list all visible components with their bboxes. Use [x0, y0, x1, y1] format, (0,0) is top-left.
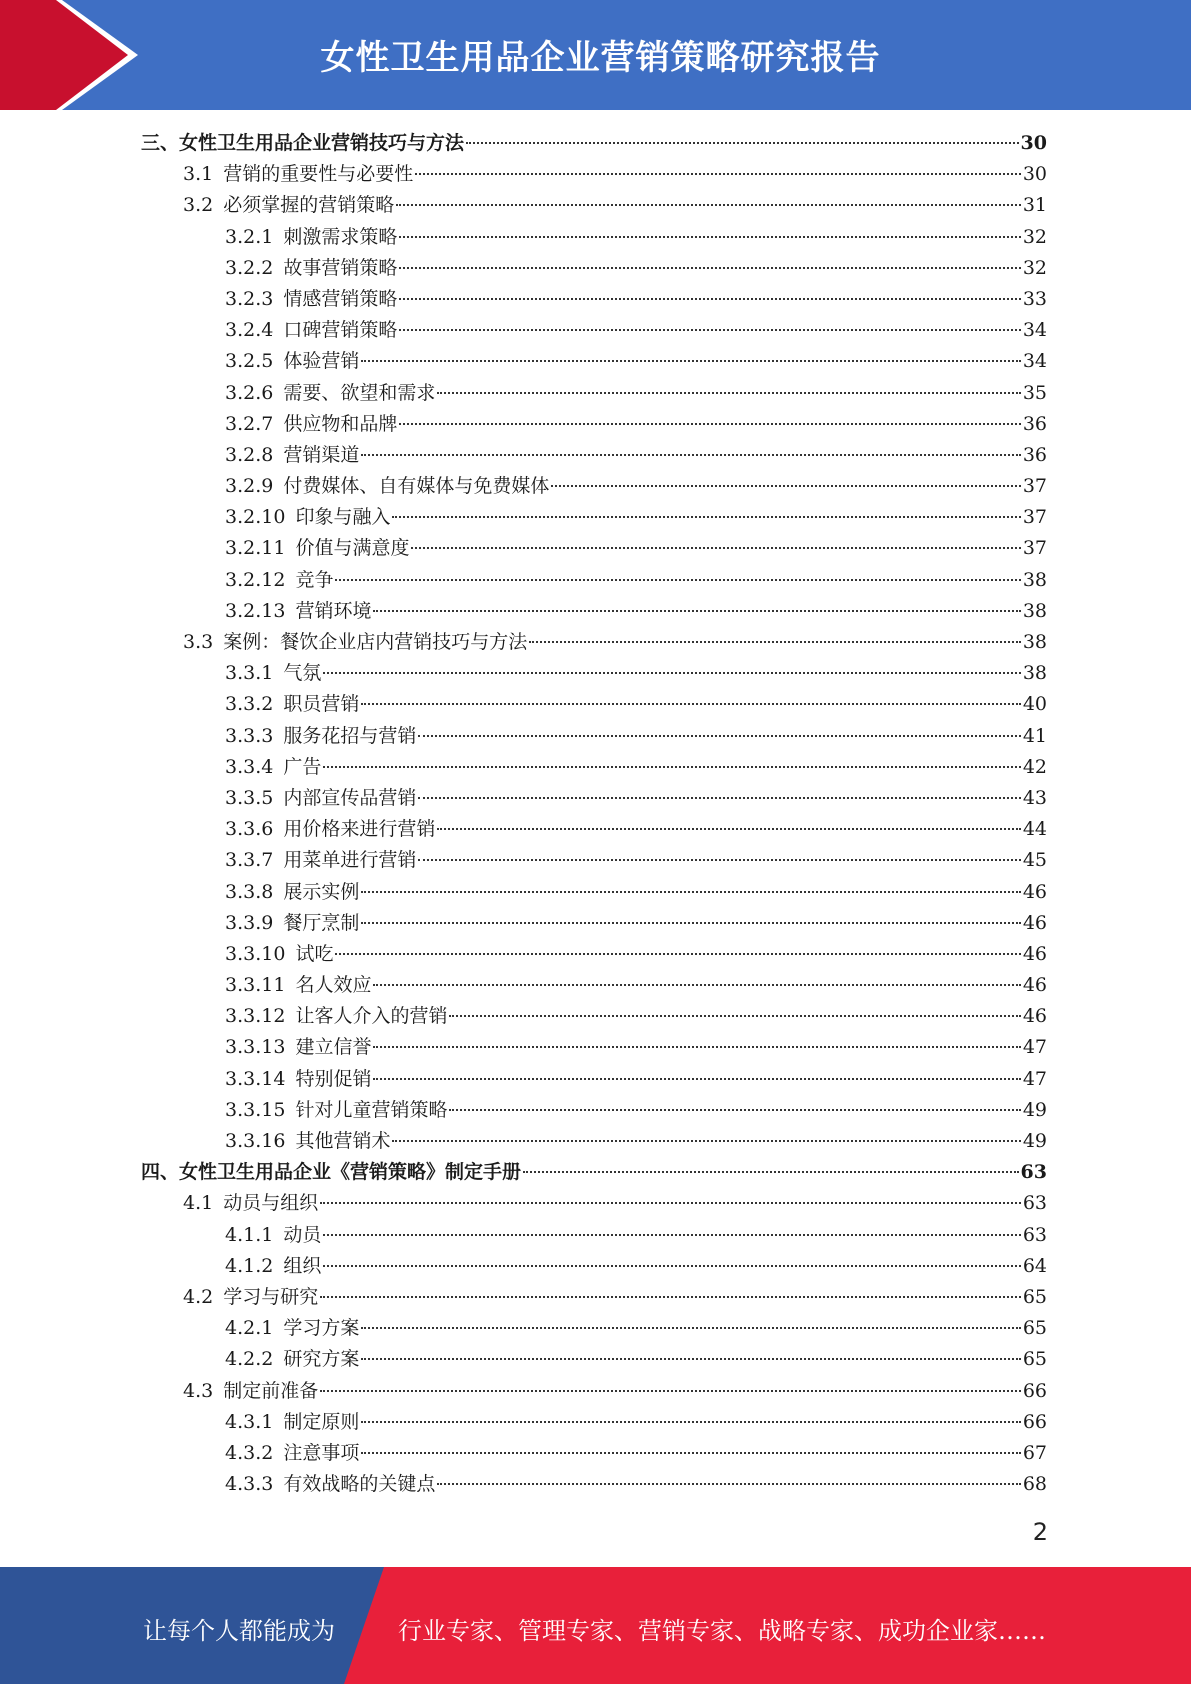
toc-entry-title: 营销的重要性与必要性 [223, 163, 414, 186]
toc-entry-page: 38 [1022, 599, 1047, 622]
toc-entry-page: 44 [1022, 818, 1047, 841]
toc-leader-dots [418, 796, 1020, 799]
toc-entry-title: 气氛 [283, 662, 322, 685]
toc-entry-title: 广告 [283, 755, 322, 778]
toc-entry[interactable] [141, 1407, 1047, 1438]
toc-entry-title: 用价格来进行营销 [283, 818, 436, 841]
toc-entry[interactable] [141, 222, 1047, 253]
toc-entry-title: 让客人介入的营销 [295, 1005, 448, 1028]
toc-leader-dots [335, 578, 1020, 581]
toc-entry-page: 49 [1022, 1130, 1047, 1152]
toc-entry-number: 3.3.1 [225, 662, 274, 685]
toc-leader-dots [437, 827, 1020, 830]
toc-entry-number: 4.1 [183, 1192, 214, 1215]
toc-leader-dots [361, 921, 1020, 924]
toc-entry-number: 3.3.10 [225, 942, 286, 965]
report-title: 女性卫生用品企业营销策略研究报告 [320, 38, 881, 78]
toc-entry[interactable] [141, 190, 1047, 221]
toc-entry-page: 38 [1022, 662, 1047, 685]
toc-entry-page: 32 [1022, 256, 1047, 279]
toc-entry-number: 3.2.8 [225, 443, 274, 466]
toc-entry[interactable] [141, 1313, 1047, 1344]
toc-entry[interactable] [141, 253, 1047, 284]
toc-entry[interactable] [141, 1095, 1047, 1126]
toc-leader-dots [399, 422, 1020, 425]
toc-entry-page: 45 [1022, 849, 1047, 872]
toc-entry-page: 63 [1022, 1192, 1047, 1215]
toc-entry-number: 3.2.4 [225, 319, 274, 342]
toc-entry-title: 需要、欲望和需求 [283, 381, 436, 404]
toc-entry-page: 49 [1022, 1098, 1047, 1121]
toc-leader-dots [361, 702, 1020, 705]
toc-entry-page: 36 [1022, 412, 1047, 435]
toc-entry-page: 46 [1022, 911, 1047, 934]
toc-entry-number: 3.3.12 [225, 1005, 286, 1028]
toc-entry-page: 46 [1022, 1005, 1047, 1028]
toc-entry-title: 女性卫生用品企业《营销策略》制定手册 [179, 1161, 522, 1184]
toc-entry[interactable] [141, 1469, 1047, 1500]
toc-entry-title: 内部宣传品营销 [283, 786, 417, 809]
toc-entry-number: 3.3.3 [225, 724, 274, 747]
page-header [0, 0, 1191, 110]
toc-leader-dots [399, 266, 1020, 269]
toc-entry-title: 动员 [283, 1223, 322, 1246]
toc-entry-title: 针对儿童营销策略 [295, 1098, 448, 1121]
toc-entry-number: 3.2.1 [225, 225, 274, 248]
toc-entry[interactable] [141, 752, 1047, 783]
toc-entry-number: 4.3 [183, 1379, 214, 1402]
footer-slogan-left: 让每个人都能成为 [143, 1617, 335, 1645]
toc-entry[interactable] [141, 440, 1047, 471]
toc-entry[interactable] [141, 627, 1047, 658]
toc-entry-number: 3.3.9 [225, 911, 274, 934]
toc-entry-page: 66 [1022, 1410, 1047, 1433]
toc-entry-number: 4.1.1 [225, 1223, 274, 1246]
toc-entry-page: 63 [1022, 1223, 1047, 1246]
toc-entry-page: 43 [1022, 786, 1047, 809]
toc-entry-title: 体验营销 [283, 350, 360, 373]
toc-entry-number: 3.3.11 [225, 974, 286, 997]
toc-entry-page: 46 [1022, 880, 1047, 903]
toc-leader-dots [361, 359, 1020, 362]
toc-entry[interactable] [141, 1126, 1047, 1157]
toc-entry-number: 3.3.8 [225, 880, 274, 903]
toc-entry-page: 38 [1022, 568, 1047, 591]
toc-leader-dots [361, 1451, 1020, 1454]
toc-leader-dots [361, 1357, 1020, 1360]
toc-entry[interactable] [141, 970, 1047, 1001]
toc-entry-number: 4.3.1 [225, 1410, 274, 1433]
toc-entry-title: 必须掌握的营销策略 [223, 194, 395, 217]
toc-entry[interactable] [141, 1188, 1047, 1219]
toc-entry-number: 3.3.2 [225, 693, 274, 716]
toc-entry-title: 价值与满意度 [295, 537, 410, 560]
toc-entry-page: 36 [1022, 443, 1047, 466]
toc-entry[interactable] [141, 502, 1047, 533]
toc-entry-page: 47 [1022, 1036, 1047, 1059]
toc-entry-page: 34 [1022, 350, 1047, 373]
toc-leader-dots [466, 141, 1019, 144]
toc-entry-page: 30 [1022, 163, 1047, 186]
toc-entry[interactable] [141, 471, 1047, 502]
toc-leader-dots [418, 858, 1020, 861]
toc-entry-title: 学习与研究 [223, 1285, 319, 1308]
toc-entry-page: 68 [1022, 1473, 1047, 1496]
toc-entry-title: 研究方案 [283, 1348, 360, 1371]
toc-entry-number: 4.2.1 [225, 1317, 274, 1340]
toc-entry-title: 竞争 [295, 568, 334, 591]
toc-leader-dots [449, 1014, 1020, 1017]
toc-entry-number: 4.2.2 [225, 1348, 274, 1371]
toc-leader-dots [361, 1420, 1020, 1423]
toc-entry-title: 动员与组织 [223, 1192, 319, 1215]
toc-entry[interactable] [141, 128, 1047, 159]
toc-entry-page: 40 [1022, 693, 1047, 716]
table-of-contents [141, 128, 1047, 1500]
toc-leader-dots [437, 391, 1020, 394]
toc-entry[interactable] [141, 1282, 1047, 1313]
toc-entry-title: 注意事项 [283, 1441, 360, 1464]
toc-leader-dots [399, 297, 1020, 300]
toc-entry-number: 3.1 [183, 163, 214, 186]
toc-entry-title: 试吃 [295, 942, 334, 965]
toc-leader-dots [320, 1389, 1021, 1392]
toc-leader-dots [320, 1295, 1021, 1298]
toc-leader-dots [323, 1264, 1020, 1267]
toc-entry[interactable] [141, 1344, 1047, 1375]
toc-entry-page: 46 [1022, 942, 1047, 965]
toc-entry-number: 3.2.12 [225, 568, 286, 591]
toc-entry-number: 3.2.10 [225, 506, 286, 529]
toc-leader-dots [449, 1108, 1020, 1111]
toc-entry-number: 4.3.2 [225, 1441, 274, 1464]
toc-entry-title: 制定原则 [283, 1410, 360, 1433]
toc-entry[interactable] [141, 783, 1047, 814]
toc-entry-number: 3.3.16 [225, 1130, 286, 1152]
toc-entry-title: 学习方案 [283, 1317, 360, 1340]
toc-leader-dots [392, 515, 1020, 518]
toc-entry-page: 35 [1022, 381, 1047, 404]
toc-entry-number: 4.3.3 [225, 1473, 274, 1496]
toc-entry-number: 4.2 [183, 1285, 214, 1308]
toc-leader-dots [361, 890, 1020, 893]
toc-leader-dots [323, 671, 1020, 674]
toc-entry[interactable] [141, 315, 1047, 346]
toc-entry-number: 3.2.11 [225, 537, 286, 560]
toc-entry-page: 64 [1022, 1254, 1047, 1277]
toc-entry-title: 组织 [283, 1254, 322, 1277]
toc-entry-page: 67 [1022, 1441, 1047, 1464]
toc-entry-page: 37 [1022, 537, 1047, 560]
toc-leader-dots [320, 1201, 1021, 1204]
toc-entry-title: 建立信誉 [295, 1036, 372, 1059]
toc-leader-dots [418, 734, 1020, 737]
toc-entry-title: 服务花招与营销 [283, 724, 417, 747]
toc-entry-title: 营销渠道 [283, 443, 360, 466]
toc-entry[interactable] [141, 721, 1047, 752]
toc-entry-number: 3.3.13 [225, 1036, 286, 1059]
toc-entry-title: 女性卫生用品企业营销技巧与方法 [179, 132, 465, 154]
toc-entry-title: 名人效应 [295, 974, 372, 997]
toc-leader-dots [373, 1045, 1020, 1048]
toc-entry[interactable] [141, 877, 1047, 908]
toc-entry-title: 印象与融入 [295, 506, 391, 529]
toc-entry[interactable] [141, 814, 1047, 845]
toc-leader-dots [399, 235, 1020, 238]
toc-entry-page: 41 [1022, 724, 1047, 747]
toc-entry[interactable] [141, 939, 1047, 970]
toc-entry[interactable] [141, 908, 1047, 939]
toc-entry-title: 口碑营销策略 [283, 319, 398, 342]
toc-entry-number: 3.2.13 [225, 599, 286, 622]
toc-leader-dots [323, 765, 1020, 768]
toc-leader-dots [373, 609, 1020, 612]
toc-leader-dots [415, 172, 1021, 175]
toc-entry[interactable] [141, 1251, 1047, 1282]
toc-leader-dots [399, 328, 1020, 331]
toc-entry-title: 案例：餐饮企业店内营销技巧与方法 [223, 631, 528, 653]
page-number: 2 [1032, 1518, 1048, 1546]
toc-leader-dots [523, 1170, 1019, 1173]
toc-entry-number: 3.3.5 [225, 786, 274, 809]
page-footer [0, 1567, 1191, 1684]
toc-entry-title: 情感营销策略 [283, 287, 398, 310]
toc-entry-page: 47 [1022, 1067, 1047, 1090]
toc-entry-number: 4.1.2 [225, 1254, 274, 1277]
toc-entry-page: 42 [1022, 755, 1047, 778]
toc-entry-title: 其他营销术 [295, 1130, 391, 1152]
toc-entry-title: 付费媒体、自有媒体与免费媒体 [283, 475, 550, 498]
toc-entry-title: 供应物和品牌 [283, 412, 398, 435]
toc-entry[interactable] [141, 1064, 1047, 1095]
toc-entry-page: 37 [1022, 506, 1047, 529]
toc-leader-dots [373, 1077, 1020, 1080]
toc-entry-number: 3.2 [183, 194, 214, 217]
toc-entry-title: 餐厅烹制 [283, 911, 360, 934]
toc-entry[interactable] [141, 1032, 1047, 1063]
toc-entry[interactable] [141, 1157, 1047, 1188]
toc-entry-number: 3.3.14 [225, 1067, 286, 1090]
toc-entry-title: 故事营销策略 [283, 256, 398, 279]
toc-entry-title: 营销环境 [295, 599, 372, 622]
toc-entry-page: 65 [1022, 1348, 1047, 1371]
toc-entry[interactable] [141, 284, 1047, 315]
toc-entry[interactable] [141, 596, 1047, 627]
toc-entry[interactable] [141, 658, 1047, 689]
toc-entry-page: 37 [1022, 475, 1047, 498]
toc-entry[interactable] [141, 1376, 1047, 1407]
toc-entry-page: 65 [1022, 1285, 1047, 1308]
toc-leader-dots [323, 1233, 1020, 1236]
toc-entry-page: 46 [1022, 974, 1047, 997]
toc-entry-number: 3.3.15 [225, 1098, 286, 1121]
toc-entry[interactable] [141, 533, 1047, 564]
toc-entry-page: 65 [1022, 1317, 1047, 1340]
toc-entry-page: 33 [1022, 287, 1047, 310]
toc-entry-number: 3.2.7 [225, 412, 274, 435]
footer-slogan-right: 行业专家、管理专家、营销专家、战略专家、成功企业家…… [398, 1617, 1046, 1645]
toc-entry-page: 38 [1022, 631, 1047, 653]
toc-leader-dots [373, 983, 1020, 986]
toc-entry-number: 3.2.3 [225, 287, 274, 310]
toc-leader-dots [551, 484, 1020, 487]
toc-entry-number: 3.2.6 [225, 381, 274, 404]
toc-entry[interactable] [141, 565, 1047, 596]
toc-entry-number: 3.3 [183, 631, 214, 653]
toc-entry[interactable] [141, 409, 1047, 440]
toc-entry-number: 3.2.9 [225, 475, 274, 498]
toc-entry[interactable] [141, 689, 1047, 720]
toc-entry-title: 特别促销 [295, 1067, 372, 1090]
toc-entry-title: 职员营销 [283, 693, 360, 716]
toc-entry[interactable] [141, 1438, 1047, 1469]
toc-entry[interactable] [141, 346, 1047, 377]
toc-leader-dots [392, 1139, 1020, 1142]
toc-leader-dots [529, 640, 1021, 643]
toc-entry[interactable] [141, 1220, 1047, 1251]
toc-entry-number: 3.3.4 [225, 755, 274, 778]
toc-entry[interactable] [141, 159, 1047, 190]
toc-entry[interactable] [141, 845, 1047, 876]
toc-entry-title: 展示实例 [283, 880, 360, 903]
toc-entry-page: 63 [1020, 1161, 1047, 1184]
toc-entry-title: 有效战略的关键点 [283, 1473, 436, 1496]
toc-entry[interactable] [141, 1001, 1047, 1032]
toc-entry-number: 3.3.7 [225, 849, 274, 872]
toc-entry-title: 制定前准备 [223, 1379, 319, 1402]
toc-entry-page: 66 [1022, 1379, 1047, 1402]
toc-entry-number: 3.3.6 [225, 818, 274, 841]
toc-leader-dots [361, 1326, 1020, 1329]
toc-entry-page: 32 [1022, 225, 1047, 248]
toc-entry-page: 31 [1022, 194, 1047, 217]
toc-entry-number: 3.2.2 [225, 256, 274, 279]
toc-entry-title: 刺激需求策略 [283, 225, 398, 248]
toc-entry-page: 30 [1020, 132, 1047, 154]
toc-leader-dots [396, 203, 1021, 206]
toc-entry-number: 3.2.5 [225, 350, 274, 373]
toc-entry-page: 34 [1022, 319, 1047, 342]
toc-leader-dots [361, 453, 1020, 456]
toc-entry-title: 用菜单进行营销 [283, 849, 417, 872]
toc-leader-dots [335, 952, 1020, 955]
toc-entry-number: 四、 [141, 1161, 180, 1184]
toc-entry-number: 三、 [141, 132, 180, 154]
toc-entry[interactable] [141, 378, 1047, 409]
toc-leader-dots [411, 546, 1020, 549]
toc-leader-dots [437, 1482, 1020, 1485]
